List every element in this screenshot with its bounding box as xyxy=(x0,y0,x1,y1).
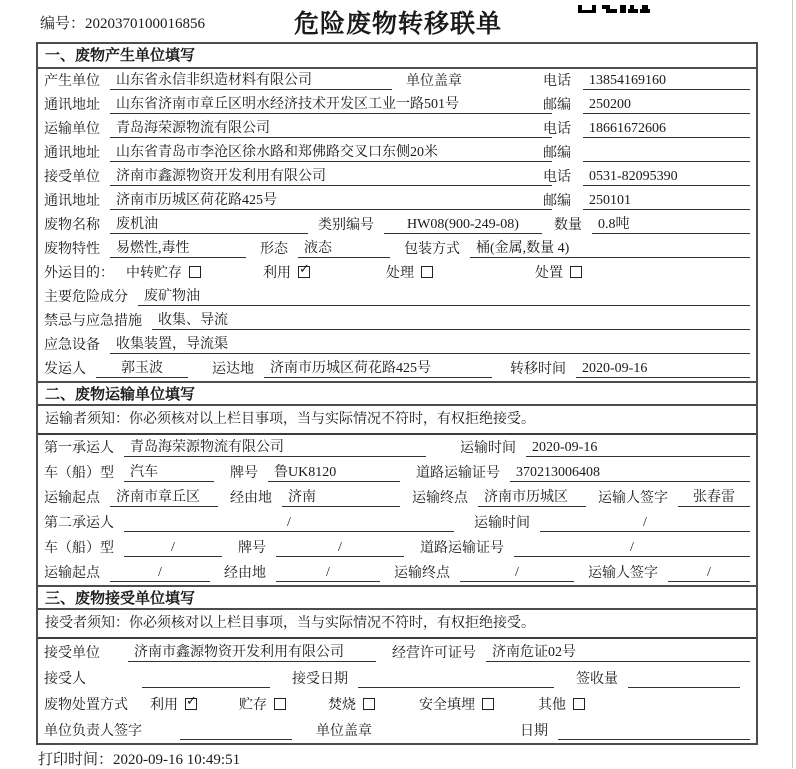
waste-name-value: 废机油 xyxy=(110,216,308,234)
license-value: 济南危证02号 xyxy=(486,644,750,662)
waste-code-label: 类别编号 xyxy=(318,218,374,233)
form-state-label: 形态 xyxy=(260,242,288,257)
producer-unit-value: 山东省永信非织造材料有限公司 xyxy=(110,72,392,90)
manifest-form-table xyxy=(36,42,758,745)
disposal-option-utilize xyxy=(150,694,197,714)
transporter-notice: 运输者须知：你必须核对以上栏目事项，当与实际情况不符时，有权拒绝接受。 xyxy=(38,406,756,435)
via1-value: 济南 xyxy=(282,489,400,507)
section-producer xyxy=(38,44,756,381)
disposal-option-storage xyxy=(239,694,286,714)
receiver-zip-field xyxy=(543,190,750,210)
via2-value: / xyxy=(276,564,380,582)
responsible-sign-label: 单位负责人签字 xyxy=(44,724,142,739)
row-main-hazard xyxy=(38,285,756,309)
checkbox-label: 中转贮存 xyxy=(126,266,182,281)
row-receiver-address xyxy=(38,189,756,213)
receiver-unit-value: 济南市鑫源物资开发利用有限公司 xyxy=(110,168,552,186)
road-permit1-value: 370213006408 xyxy=(510,464,750,482)
row-vehicle2 xyxy=(38,535,756,560)
shipper-value: 郭玉波 xyxy=(96,360,188,378)
disposal-option-other xyxy=(538,694,585,714)
transfer-purpose-label: 外运目的： xyxy=(44,266,114,281)
disposal-option-landfill xyxy=(419,694,494,714)
packing-label: 包装方式 xyxy=(404,242,460,257)
origin1-value: 济南市章丘区 xyxy=(110,489,218,507)
producer-address-label: 通讯地址 xyxy=(44,98,100,113)
responsible-sign-value xyxy=(180,739,292,740)
checkbox-icon xyxy=(189,266,201,278)
checkbox-label: 安全填埋 xyxy=(419,698,475,713)
emergency-equipment-value: 收集装置，导流渠 xyxy=(110,336,750,354)
plate-label: 牌号 xyxy=(238,541,266,556)
destination-value: 济南市历城区荷花路425号 xyxy=(264,360,492,378)
via-label: 经由地 xyxy=(230,491,272,506)
waste-traits-value: 易燃性,毒性 xyxy=(110,240,246,258)
purpose-option-storage xyxy=(126,262,201,282)
transporter-sign-label: 运输人签字 xyxy=(598,491,668,506)
checkbox-label: 焚烧 xyxy=(328,698,356,713)
origin-label: 运输起点 xyxy=(44,491,100,506)
row-acceptor xyxy=(38,665,756,691)
section-receiver xyxy=(38,585,756,743)
accept-date-label: 接受日期 xyxy=(292,672,348,687)
row-taboo-measures xyxy=(38,309,756,333)
receiver-unit-label: 接受单位 xyxy=(44,170,100,185)
section1-header: 一、废物产生单位填写 xyxy=(38,44,756,69)
phone-label: 电话 xyxy=(543,122,571,137)
endpoint2-value: / xyxy=(460,564,574,582)
transporter-address-label: 通讯地址 xyxy=(44,146,100,161)
checkbox-label: 利用 xyxy=(263,266,291,281)
emergency-equipment-label: 应急设备 xyxy=(44,338,100,353)
receiver-notice: 接受者须知：你必须核对以上栏目事项，当与实际情况不符时，有权拒绝接受。 xyxy=(38,610,756,639)
producer-zip-field xyxy=(543,94,750,114)
purpose-option-utilize xyxy=(263,262,310,282)
check-mark: ✓ xyxy=(299,261,310,277)
disposal-option-incinerate xyxy=(328,694,375,714)
road-permit2-value: / xyxy=(514,539,750,557)
shipper-label: 发运人 xyxy=(44,362,86,377)
phone-label: 电话 xyxy=(543,170,571,185)
section2-header: 二、废物运输单位填写 xyxy=(38,381,756,406)
row-responsible-sign xyxy=(38,717,756,743)
row-vehicle1 xyxy=(38,460,756,485)
checkbox-icon xyxy=(570,266,582,278)
print-time xyxy=(38,748,240,769)
transport-time-label: 运输时间 xyxy=(460,441,516,456)
print-time-value: 2020-09-16 10:49:51 xyxy=(113,752,241,768)
section-transporter xyxy=(38,381,756,585)
vehicle-type2-value: / xyxy=(124,539,222,557)
quantity-value: 0.8吨 xyxy=(592,216,750,234)
transporter-phone-value: 18661672606 xyxy=(583,120,750,138)
transporter-address-value: 山东省青岛市李沧区徐水路和郑佛路交叉口东侧20米 xyxy=(110,144,552,162)
row-route2 xyxy=(38,560,756,585)
checkbox-label: 其他 xyxy=(538,698,566,713)
transporter-sign1-value: 张春雷 xyxy=(678,489,750,507)
checkbox-label: 处理 xyxy=(386,266,414,281)
form-number-value: 2020370100016856 xyxy=(85,16,206,32)
accept-date-value xyxy=(358,687,554,688)
origin-label: 运输起点 xyxy=(44,566,100,581)
print-time-label: 打印时间： xyxy=(38,752,114,768)
vehicle-type1-value: 汽车 xyxy=(124,464,214,482)
row-carrier1 xyxy=(38,435,756,460)
accept-unit-label: 接受单位 xyxy=(44,646,100,661)
checkbox-checked-icon xyxy=(185,693,197,710)
destination-label: 运达地 xyxy=(212,362,254,377)
receiver-address-value: 济南市历城区荷花路425号 xyxy=(110,192,552,210)
row-producer-unit xyxy=(38,69,756,93)
via-label: 经由地 xyxy=(224,566,266,581)
form-state-value: 液态 xyxy=(298,240,390,258)
carrier1-value: 青岛海荣源物流有限公司 xyxy=(124,439,426,457)
transport-time-label: 运输时间 xyxy=(474,516,530,531)
waste-code-value: HW08(900-249-08) xyxy=(384,216,542,234)
acceptor-value xyxy=(142,687,270,688)
checkbox-icon xyxy=(274,698,286,710)
row-waste-traits xyxy=(38,237,756,261)
seal-date-value xyxy=(558,739,750,740)
checkbox-icon xyxy=(573,698,585,710)
transfer-time-label: 转移时间 xyxy=(510,362,566,377)
purpose-option-treat xyxy=(386,262,433,282)
row-transporter-unit xyxy=(38,117,756,141)
transporter-unit-label: 运输单位 xyxy=(44,122,100,137)
waste-name-label: 废物名称 xyxy=(44,218,100,233)
transporter-phone-field xyxy=(543,118,750,138)
form-number-label: 编号： xyxy=(40,16,86,32)
check-mark: ✓ xyxy=(186,693,197,709)
carrier2-label: 第二承运人 xyxy=(44,516,114,531)
license-label: 经营许可证号 xyxy=(392,646,476,661)
phone-label: 电话 xyxy=(543,74,571,89)
endpoint-label: 运输终点 xyxy=(394,566,450,581)
plate-label: 牌号 xyxy=(230,466,258,481)
transfer-time-value: 2020-09-16 xyxy=(576,360,750,378)
row-receiver-unit xyxy=(38,165,756,189)
checkbox-label: 贮存 xyxy=(239,698,267,713)
packing-value: 桶(金属,数量 4) xyxy=(470,240,750,258)
checkbox-label: 处置 xyxy=(535,266,563,281)
vehicle-type-label: 车（船）型 xyxy=(44,466,114,481)
carrier2-value: / xyxy=(124,514,454,532)
checkbox-label: 利用 xyxy=(150,698,178,713)
taboo-measures-label: 禁忌与应急措施 xyxy=(44,314,142,329)
row-accept-unit xyxy=(38,639,756,665)
producer-address-value: 山东省济南市章丘区明水经济技术开发区工业一路501号 xyxy=(110,96,552,114)
checkbox-checked-icon xyxy=(298,261,310,278)
receiver-zip-value: 250101 xyxy=(583,192,750,210)
checkbox-icon xyxy=(482,698,494,710)
transporter-zip-field xyxy=(543,142,750,162)
transporter-sign2-value: / xyxy=(668,564,750,582)
row-transfer-purpose xyxy=(38,261,756,285)
receiver-phone-value: 0531-82095390 xyxy=(583,168,750,186)
producer-phone-value: 13854169160 xyxy=(583,72,750,90)
receiver-phone-field xyxy=(543,166,750,186)
transporter-zip-value xyxy=(583,161,750,162)
vehicle-type-label: 车（船）型 xyxy=(44,541,114,556)
checkbox-icon xyxy=(363,698,375,710)
row-transporter-address xyxy=(38,141,756,165)
qr-code-icon xyxy=(578,0,650,18)
acceptor-label: 接受人 xyxy=(44,672,86,687)
road-permit-label: 道路运输证号 xyxy=(420,541,504,556)
zip-label: 邮编 xyxy=(543,98,571,113)
row-shipper xyxy=(38,357,756,381)
endpoint-label: 运输终点 xyxy=(412,491,468,506)
purpose-option-dispose xyxy=(535,262,582,282)
seal-date-label: 日期 xyxy=(520,724,548,739)
quantity-label: 数量 xyxy=(554,218,582,233)
road-permit-label: 道路运输证号 xyxy=(416,466,500,481)
zip-label: 邮编 xyxy=(543,146,571,161)
producer-phone-field xyxy=(543,70,750,90)
waste-traits-label: 废物特性 xyxy=(44,242,100,257)
form-title: 危险废物转移联单 xyxy=(293,10,502,38)
receiver-address-label: 通讯地址 xyxy=(44,194,100,209)
taboo-measures-value: 收集、导流 xyxy=(152,312,750,330)
main-hazard-label: 主要危险成分 xyxy=(44,290,128,305)
endpoint1-value: 济南市历城区 xyxy=(478,489,586,507)
signed-amount-label: 签收量 xyxy=(576,672,618,687)
page-right-edge xyxy=(792,0,793,768)
unit-seal-label: 单位盖章 xyxy=(406,74,462,89)
row-route1 xyxy=(38,485,756,510)
unit-seal-label: 单位盖章 xyxy=(316,724,372,739)
plate1-value: 鲁UK8120 xyxy=(268,464,400,482)
transport-time1-value: 2020-09-16 xyxy=(526,439,750,457)
main-hazard-value: 废矿物油 xyxy=(138,288,750,306)
row-producer-address xyxy=(38,93,756,117)
checkbox-icon xyxy=(421,266,433,278)
origin2-value: / xyxy=(110,564,210,582)
transporter-unit-value: 青岛海荣源物流有限公司 xyxy=(110,120,552,138)
row-disposal-method xyxy=(38,691,756,717)
accept-unit-value: 济南市鑫源物资开发利用有限公司 xyxy=(128,644,376,662)
disposal-method-label: 废物处置方式 xyxy=(44,698,128,713)
transport-time2-value: / xyxy=(540,514,750,532)
signed-amount-value xyxy=(628,687,740,688)
producer-zip-value: 250200 xyxy=(583,96,750,114)
section3-header: 三、废物接受单位填写 xyxy=(38,585,756,610)
carrier1-label: 第一承运人 xyxy=(44,441,114,456)
zip-label: 邮编 xyxy=(543,194,571,209)
row-carrier2 xyxy=(38,510,756,535)
row-waste-name xyxy=(38,213,756,237)
transporter-sign-label: 运输人签字 xyxy=(588,566,658,581)
row-emergency-equipment xyxy=(38,333,756,357)
plate2-value: / xyxy=(276,539,404,557)
producer-unit-label: 产生单位 xyxy=(44,74,100,89)
